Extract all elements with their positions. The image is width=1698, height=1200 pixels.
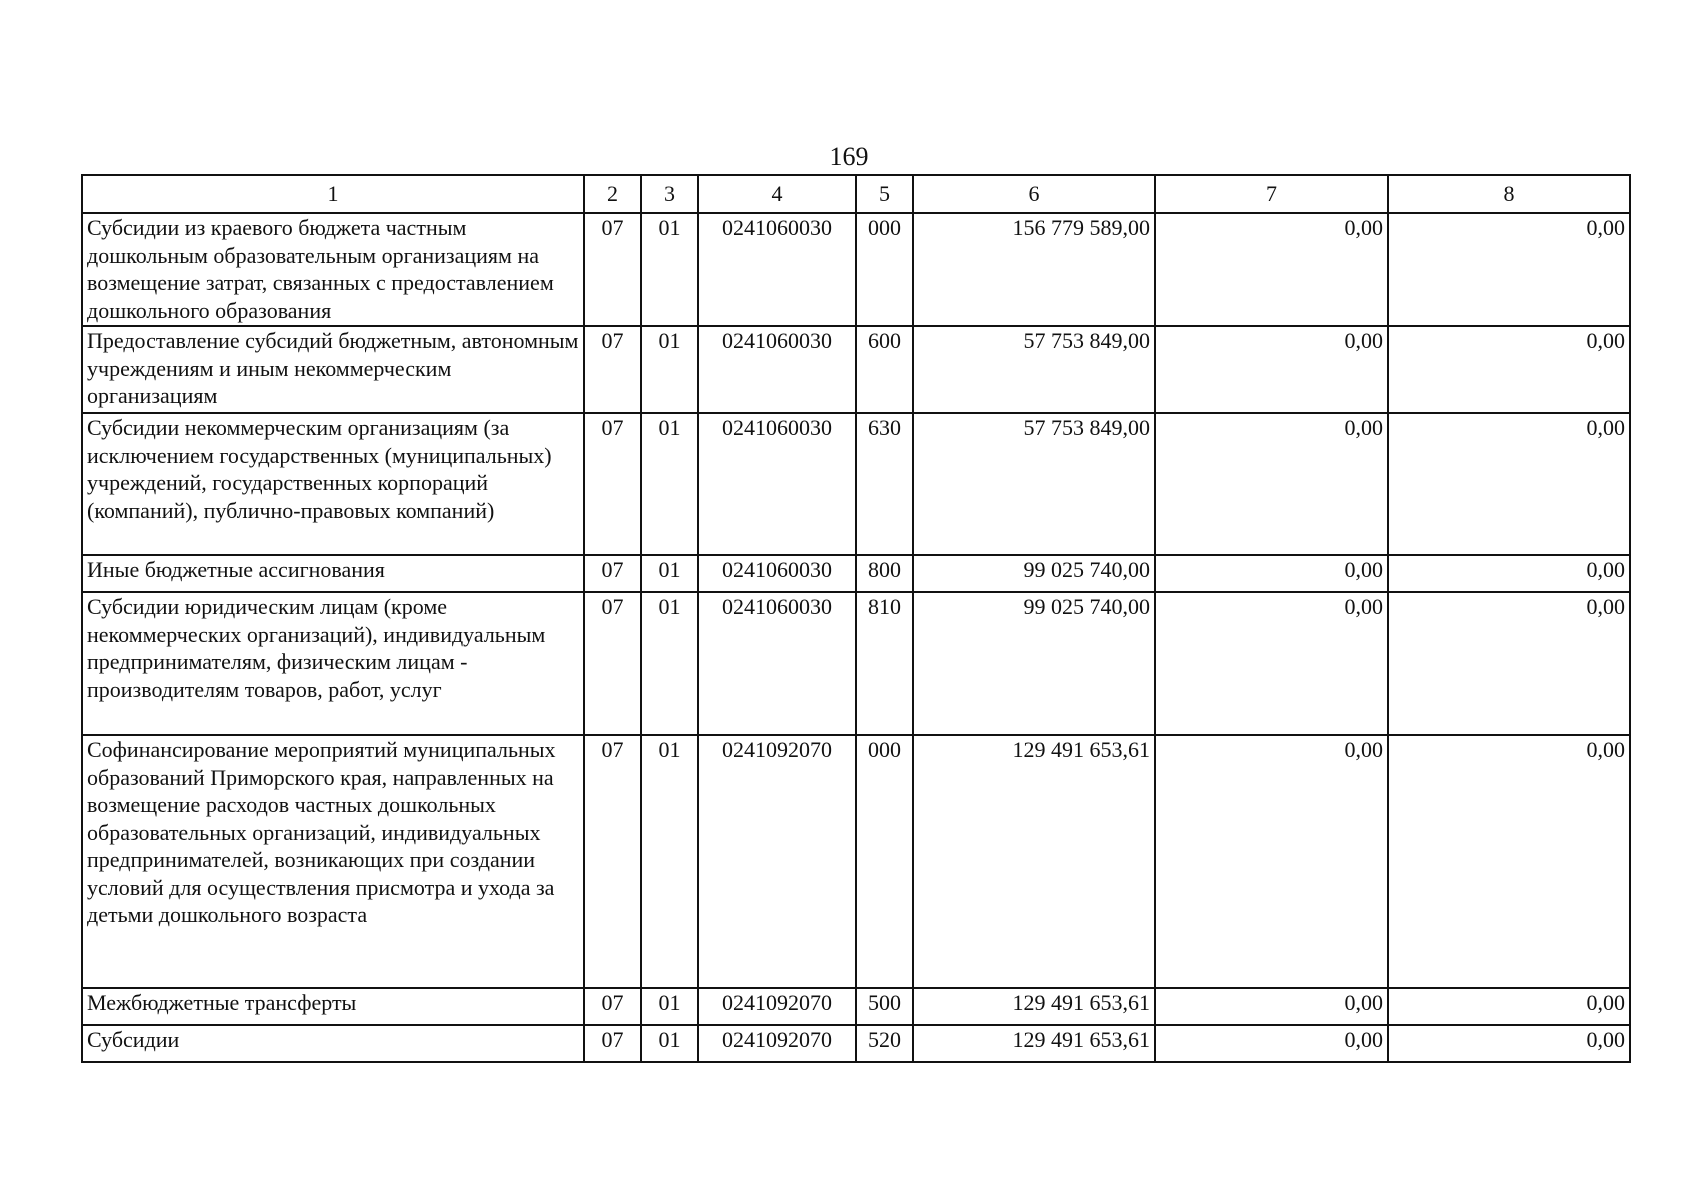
subsection-code-cell: 01 (641, 326, 698, 413)
subsection-code-cell: 01 (641, 555, 698, 592)
amount-col6-cell: 156 779 589,00 (913, 213, 1155, 326)
target-article-cell: 0241060030 (698, 592, 856, 735)
amount-col8-cell: 0,00 (1388, 1025, 1630, 1062)
amount-col7-cell: 0,00 (1155, 213, 1388, 326)
amount-col6-cell: 129 491 653,61 (913, 1025, 1155, 1062)
amount-col7-cell: 0,00 (1155, 413, 1388, 555)
amount-col8-cell: 0,00 (1388, 988, 1630, 1025)
section-code-cell: 07 (584, 735, 641, 988)
row-name-cell: Субсидии некоммерческим организациям (за исключением государственных (муниципальных) учреждений, государственных корпораций (компаний), публично-правовых компаний) (82, 413, 584, 555)
row-name-cell: Субсидии (82, 1025, 584, 1062)
column-header: 3 (641, 175, 698, 213)
table-row (82, 1025, 1630, 1062)
table-row (82, 213, 1630, 326)
section-code-cell: 07 (584, 592, 641, 735)
amount-col7-cell: 0,00 (1155, 735, 1388, 988)
amount-col6-cell: 57 753 849,00 (913, 413, 1155, 555)
row-name-cell: Субсидии из краевого бюджета частным дошкольным образовательным организациям на возмещение затрат, связанных с предоставлением дошкольного образования (82, 213, 584, 326)
amount-col8-cell: 0,00 (1388, 555, 1630, 592)
section-code-cell: 07 (584, 326, 641, 413)
amount-col7-cell: 0,00 (1155, 1025, 1388, 1062)
table-row (82, 413, 1630, 555)
section-code-cell: 07 (584, 1025, 641, 1062)
amount-col8-cell: 0,00 (1388, 213, 1630, 326)
amount-col6-cell: 129 491 653,61 (913, 735, 1155, 988)
table-header-row (82, 175, 1630, 213)
amount-col8-cell: 0,00 (1388, 592, 1630, 735)
subsection-code-cell: 01 (641, 988, 698, 1025)
subsection-code-cell: 01 (641, 735, 698, 988)
amount-col7-cell: 0,00 (1155, 555, 1388, 592)
subsection-code-cell: 01 (641, 1025, 698, 1062)
section-code-cell: 07 (584, 555, 641, 592)
budget-table (81, 174, 1631, 1063)
expense-type-cell: 810 (856, 592, 913, 735)
target-article-cell: 0241092070 (698, 988, 856, 1025)
page-number: 169 (829, 142, 869, 171)
target-article-cell: 0241060030 (698, 555, 856, 592)
amount-col7-cell: 0,00 (1155, 988, 1388, 1025)
amount-col8-cell: 0,00 (1388, 413, 1630, 555)
table-row (82, 326, 1630, 413)
row-name-cell: Иные бюджетные ассигнования (82, 555, 584, 592)
expense-type-cell: 500 (856, 988, 913, 1025)
amount-col6-cell: 99 025 740,00 (913, 592, 1155, 735)
target-article-cell: 0241092070 (698, 735, 856, 988)
row-name-cell: Софинансирование мероприятий муниципальных образований Приморского края, направленных на возмещение расходов частных дошкольных образовательных организаций, индивидуальных предпринимателей, возникающих при создании условий для осуществления присмотра и ухода за детьми дошкольного возраста (82, 735, 584, 988)
subsection-code-cell: 01 (641, 213, 698, 326)
expense-type-cell: 800 (856, 555, 913, 592)
section-code-cell: 07 (584, 213, 641, 326)
section-code-cell: 07 (584, 413, 641, 555)
column-header: 2 (584, 175, 641, 213)
subsection-code-cell: 01 (641, 592, 698, 735)
column-header: 7 (1155, 175, 1388, 213)
section-code-cell: 07 (584, 988, 641, 1025)
target-article-cell: 0241060030 (698, 413, 856, 555)
column-header: 8 (1388, 175, 1630, 213)
target-article-cell: 0241060030 (698, 213, 856, 326)
amount-col7-cell: 0,00 (1155, 592, 1388, 735)
row-name-cell: Межбюджетные трансферты (82, 988, 584, 1025)
subsection-code-cell: 01 (641, 413, 698, 555)
table-row (82, 988, 1630, 1025)
amount-col6-cell: 99 025 740,00 (913, 555, 1155, 592)
amount-col7-cell: 0,00 (1155, 326, 1388, 413)
table-row (82, 555, 1630, 592)
row-name-cell: Субсидии юридическим лицам (кроме некоммерческих организаций), индивидуальным предпринимателям, физическим лицам - производителям товаров, работ, услуг (82, 592, 584, 735)
target-article-cell: 0241060030 (698, 326, 856, 413)
target-article-cell: 0241092070 (698, 1025, 856, 1062)
expense-type-cell: 000 (856, 213, 913, 326)
amount-col8-cell: 0,00 (1388, 326, 1630, 413)
table-row (82, 592, 1630, 735)
table-row (82, 735, 1630, 988)
amount-col6-cell: 129 491 653,61 (913, 988, 1155, 1025)
expense-type-cell: 600 (856, 326, 913, 413)
column-header: 5 (856, 175, 913, 213)
amount-col8-cell: 0,00 (1388, 735, 1630, 988)
amount-col6-cell: 57 753 849,00 (913, 326, 1155, 413)
column-header: 6 (913, 175, 1155, 213)
column-header: 1 (82, 175, 584, 213)
expense-type-cell: 630 (856, 413, 913, 555)
expense-type-cell: 520 (856, 1025, 913, 1062)
row-name-cell: Предоставление субсидий бюджетным, автономным учреждениям и иным некоммерческим организациям (82, 326, 584, 413)
column-header: 4 (698, 175, 856, 213)
expense-type-cell: 000 (856, 735, 913, 988)
